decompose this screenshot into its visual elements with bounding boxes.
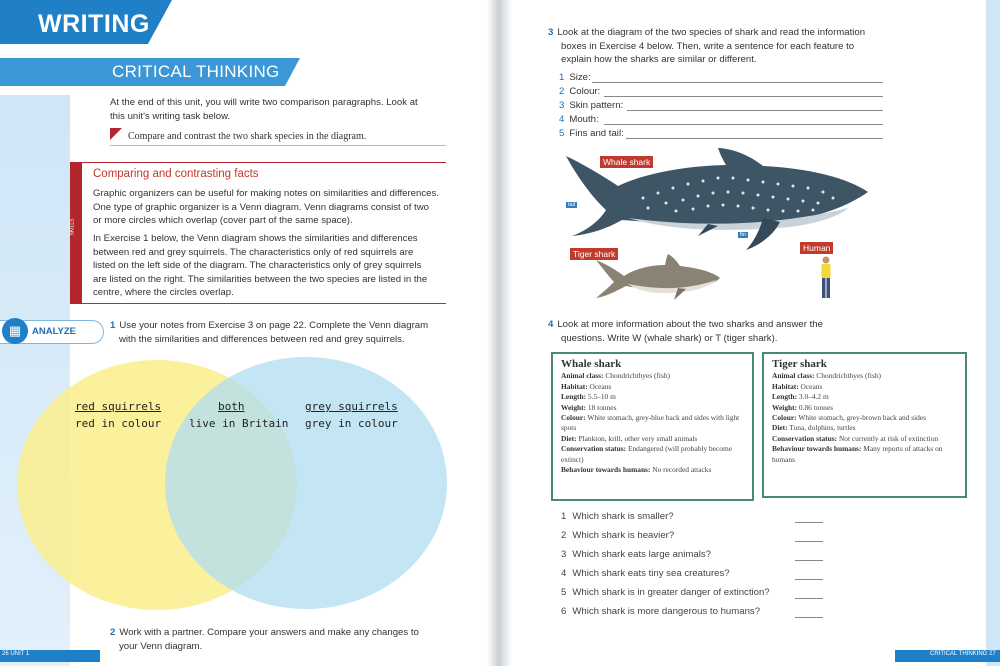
tiger-shark-info-box [762,352,967,498]
venn-right-item: grey in colour [305,417,398,430]
info-key: Animal class: [561,371,604,381]
human-figure [822,257,831,299]
book-gutter [499,0,512,666]
info-row [772,392,957,402]
info-key: Length: [561,392,587,402]
paragraph-line: Graphic organizers can be useful for making notes on similarities and differences. [93,188,439,199]
question-item [561,568,730,579]
answer-line[interactable] [604,124,883,125]
exercise-text: questions. Write W (whale shark) or T (tiger shark). [561,332,778,344]
paragraph-line: In Exercise 1 below, the Venn diagram shows the similarities and differences [93,233,418,244]
question-text: Which shark is in greater danger of extinction? [572,587,770,598]
answer-line[interactable] [604,96,883,97]
info-key: Habitat: [561,381,588,391]
info-key: Weight: [772,402,798,412]
exercise-text: with the similarities and differences between red and grey squirrels. [119,333,405,345]
exercise-1 [110,319,450,346]
info-rows [772,371,957,465]
whale-shark-info-box [551,352,754,501]
feature-label: Colour: [569,86,601,97]
answer-blank[interactable] [795,598,823,599]
question-text: Which shark eats large animals? [572,549,711,560]
exercise-text: Work with a partner. Compare your answers and make any changes to [119,627,419,638]
feature-label: Skin pattern: [569,100,624,111]
answer-blank[interactable] [795,617,823,618]
answer-line[interactable] [592,82,883,83]
answer-line[interactable] [627,110,883,111]
info-row [561,444,744,465]
skills-paragraph-1 [93,187,445,228]
right-margin-band [986,0,1000,666]
info-row [561,371,744,381]
answer-line[interactable] [626,138,883,139]
page-footer: CRITICAL THINKING 27 [930,651,996,657]
feature-item [559,86,600,97]
subsection-title: CRITICAL THINKING [112,62,280,81]
question-number: 3 [561,549,567,560]
info-value: Chondrichthyes (fish) [816,371,882,381]
exercise-line [548,53,878,67]
tiger-shark-figure [596,254,720,300]
question-item [561,606,760,617]
info-value: Plankton, krill, other very small animals [578,433,698,443]
question-number: 5 [561,587,567,598]
shark-illustration [548,148,874,308]
skills-paragraph-2 [93,232,445,300]
exercise-3 [548,26,878,67]
question-text: Which shark is heavier? [572,530,675,541]
question-item [561,549,711,560]
feature-number: 3 [559,100,565,111]
info-key: Colour: [772,413,797,423]
info-key: Habitat: [772,381,799,391]
feature-item [559,128,624,139]
question-number: 2 [561,530,567,541]
paragraph-line: are listed on the right. The similarities between the two species are listed in the [93,273,428,285]
info-key: Diet: [772,423,788,433]
info-key: Length: [772,392,798,402]
feature-label: Mouth: [569,114,599,125]
exercise-number: 3 [548,27,554,38]
question-text: Which shark eats tiny sea creatures? [572,568,730,579]
human-tag: Human [800,242,833,254]
shark-diagram [548,148,874,308]
info-row [561,434,744,444]
info-value: Oceans [589,381,612,391]
info-row [772,434,957,444]
info-row [561,413,744,434]
exercise-number: 2 [110,627,116,638]
intro-text [110,96,450,123]
intro-line: this unit's writing task below. [110,110,231,122]
left-page [0,0,487,666]
venn-left-heading: red squirrels [75,400,162,413]
exercise-2 [110,626,450,653]
book-gutter [487,0,499,666]
question-text: Which shark is more dangerous to humans? [572,606,761,617]
exercise-line [548,40,878,54]
info-value: White stomach, grey-blue back and sides with light spots [561,413,740,433]
question-number: 6 [561,606,567,617]
paragraph-line: between red and grey squirrels. The characteristics only of red squirrels are [93,246,414,258]
writing-task [110,128,446,146]
info-value: Chondrichthyes (fish) [605,371,671,381]
analyze-label: ANALYZE [32,326,76,337]
exercise-line [548,332,878,346]
feature-number: 1 [559,72,565,83]
tiger-shark-tag: Tiger shark [570,248,618,260]
info-value: White stomach, grey-brown back and sides [798,413,927,423]
info-row [772,413,957,423]
info-box-title: Tiger shark [772,358,827,370]
exercise-text: Look at the diagram of the two species of shark and read the information [557,27,866,38]
info-row [561,403,744,413]
exercise-number: 4 [548,319,554,330]
info-row [772,403,957,413]
info-row [772,382,957,392]
info-value: Tuna, dolphins, turtles [789,423,856,433]
answer-blank[interactable] [795,560,823,561]
feature-number: 2 [559,86,565,97]
paragraph-line: centre, where the circles overlap. [93,287,234,299]
info-rows [561,371,744,475]
question-item [561,530,674,541]
feature-label: Size: [569,72,591,83]
info-row [561,465,744,475]
info-key: Behaviour towards humans: [561,465,651,475]
info-value: 5.5–10 m [587,392,616,402]
info-row [772,371,957,381]
answer-blank[interactable] [795,522,823,523]
question-text: Which shark is smaller? [572,511,674,522]
exercise-line [548,318,878,332]
info-key: Behaviour towards humans: [772,444,862,454]
exercise-text: your Venn diagram. [119,640,203,652]
info-value: No recorded attacks [652,465,712,475]
feature-label: Fins and tail: [569,128,624,139]
page-footer: 26 UNIT 1 [2,651,30,657]
tail-tag: tail [568,202,576,208]
divider [82,303,446,304]
skills-heading: Comparing and contrasting facts [93,168,259,180]
exercise-text: boxes in Exercise 4 below. Then, write a sentence for each feature to [561,40,855,52]
info-value: Many reports of attacks on humans [772,444,943,464]
feature-item [559,114,599,125]
info-value: 0.86 tonnes [798,402,833,412]
paragraph-line: One type of graphic organizer is a Venn diagram. Venn diagrams consist of two [93,201,429,213]
task-text: Compare and contrast the two shark species in the diagram. [128,131,367,142]
info-row [772,444,957,465]
info-row [561,382,744,392]
exercise-text: Use your notes from Exercise 3 on page 22. Complete the Venn diagram [119,320,429,331]
feature-item [559,72,591,83]
info-key: Conservation status: [772,433,838,443]
paragraph-line: or more circles which overlap (cover part of the same space). [93,215,353,227]
venn-right-heading: grey squirrels [305,400,398,413]
exercise-text: Look at more information about the two sharks and answer the [557,319,823,330]
exercise-number: 1 [110,320,116,331]
section-title: WRITING [38,10,150,38]
info-value: Oceans [800,381,823,391]
answer-blank[interactable] [795,579,823,580]
exercise-4 [548,318,878,345]
info-key: Conservation status: [561,444,627,454]
info-value: 18 tonnes [587,402,617,412]
info-row [772,423,957,433]
intro-line: At the end of this unit, you will write two comparison paragraphs. Look at [110,97,418,108]
feature-item [559,100,623,111]
info-value: Not currently at risk of extinction [838,433,939,443]
whale-shark-tag: Whale shark [600,156,653,168]
venn-left-item: red in colour [75,417,162,430]
info-box-title: Whale shark [561,358,622,370]
task-marker-icon [110,128,122,140]
fin-tag: fin [740,232,746,238]
divider [82,162,446,163]
feature-number: 5 [559,128,565,139]
exercise-line [548,26,878,40]
info-key: Weight: [561,402,587,412]
skills-label: SKILLS [69,218,76,236]
feature-number: 4 [559,114,565,125]
analyze-icon: ▦ [2,318,28,344]
question-number: 4 [561,568,567,579]
venn-mid-heading: both [218,400,245,413]
question-item [561,511,674,522]
info-value: Endangered (will probably become extinct) [561,444,732,464]
info-key: Colour: [561,413,586,423]
info-key: Diet: [561,433,577,443]
question-item [561,587,770,598]
paragraph-line: listed on the left side of the diagram. The characteristics only of grey squirrels [93,260,422,272]
venn-mid-item: live in Britain [189,417,289,430]
question-number: 1 [561,511,567,522]
venn-circle-grey-squirrels [165,357,447,609]
info-value: 3.0–4.2 m [798,392,829,402]
info-key: Animal class: [772,371,815,381]
exercise-text: explain how the sharks are similar or different. [561,54,757,66]
answer-blank[interactable] [795,541,823,542]
venn-diagram [17,357,447,612]
skills-tag [70,218,82,238]
info-row [561,392,744,402]
